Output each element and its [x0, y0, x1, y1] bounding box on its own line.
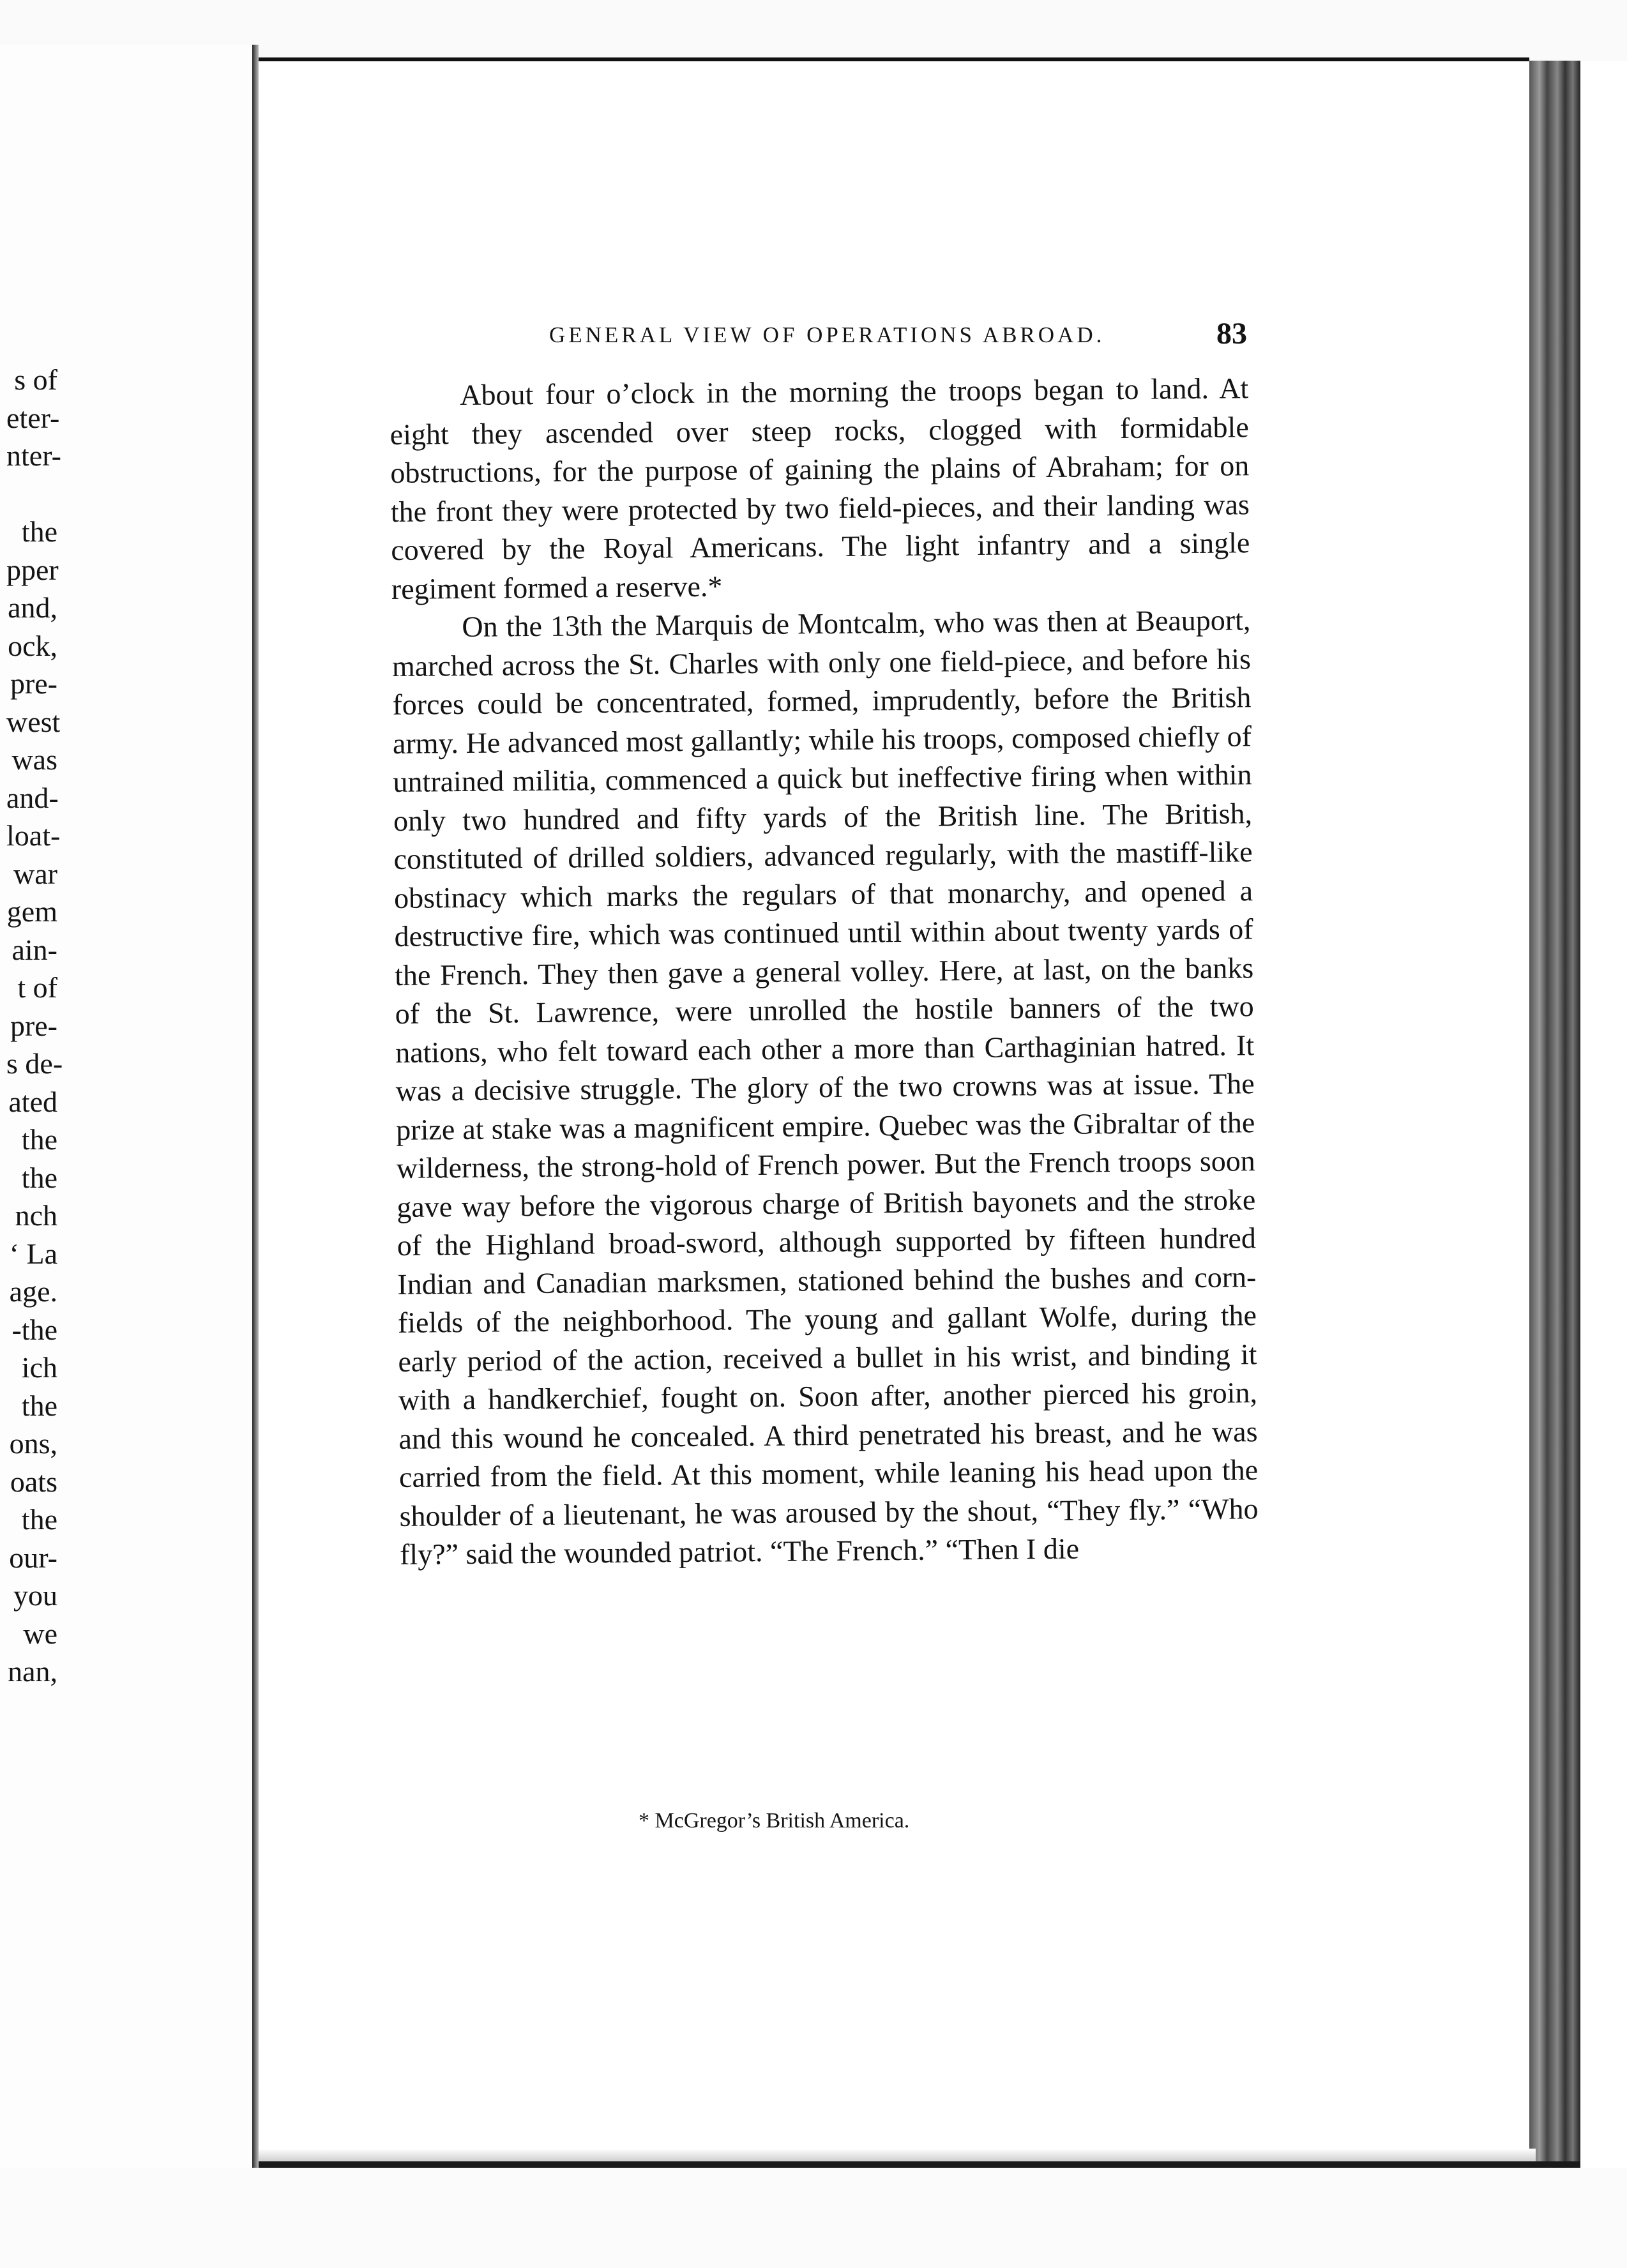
left-page-fragment: s of	[14, 363, 57, 396]
footnote: * McGregor’s British America.	[639, 1809, 910, 1833]
left-page-fragment: eter-	[6, 401, 60, 434]
page-stack-edge	[1529, 61, 1580, 2168]
left-page-fragment: age.	[9, 1275, 57, 1308]
left-page-fragment	[6, 475, 57, 513]
left-page-fragment: the	[21, 1389, 57, 1422]
left-page-fragment: nter-	[6, 439, 61, 472]
left-page-text-fragments	[6, 361, 63, 1691]
left-page-fragment: loat-	[6, 819, 61, 852]
left-page-fragment: oats	[10, 1465, 57, 1498]
left-page-fragment: the	[21, 1161, 57, 1194]
left-page-fragment: the	[21, 1503, 57, 1536]
left-page-fragment: nan,	[8, 1655, 57, 1688]
left-page-fragment: ‘ La	[9, 1237, 57, 1270]
left-page-fragment: ock,	[8, 629, 57, 662]
left-page-fragment: west	[6, 705, 61, 738]
page-number: 83	[1216, 317, 1247, 351]
paragraph-battle: On the 13th the Marquis de Montcalm, who was then at Beauport, marched across the St. Charles with only one field-piece, and before his forces could be concentrated, formed, imprudently, before the British army. He advanced most gallantly; while his troops, composed chiefly of untrained militia, commenced a quick but ineffective firing when within only two hundred and fifty yards of the British line. The British, constituted of drilled soldiers, advanced regularly, with the mastiff-like obstinacy which marks the regulars of that monarchy, and opened a destructive fire, which was continued until within about twenty yards of the French. They then gave a general volley. Here, at last, on the banks of the St. Lawrence, were unrolled the hostile banners of the two nations, who felt toward each other a more than Carthaginian hatred. It was a decisive struggle. The glory of the two crowns was at issue. The prize at stake was a magnificent empire. Quebec was the Gibraltar of the wilderness, the strong-hold of French power. But the French troops soon gave way before the vigorous charge of British bayonets and the stroke of the Highland broad-sword, although supported by fifteen hundred Indian and Canadian marksmen, stationed behind the bushes and corn-fields of the neighborhood. The young and gallant Wolfe, during the early period of the action, received a bullet in his wrist, and binding it with a handkerchief, fought on. Soon after, another pierced his groin, and this wound he concealed. A third penetrated his breast, and he was carried from the field. At this moment, while leaning his head upon the shoulder of a lieutenant, he was aroused by the shout, “They fly.” “Who fly?” said the wounded patriot. “The French.” “Then I die	[391, 603, 1259, 1571]
page-bottom-shadow	[259, 2149, 1536, 2161]
left-page-fragment: you	[13, 1579, 57, 1612]
left-page-fragment: was	[11, 743, 57, 776]
left-page-fragment: ons,	[9, 1427, 57, 1460]
left-page-fragment: the	[21, 1123, 57, 1156]
left-page-fragment: pre-	[10, 667, 57, 700]
left-page-fragment: gem	[6, 895, 57, 928]
left-page-fragment: we	[23, 1617, 57, 1650]
body-text	[390, 369, 1259, 1574]
left-page-fragment: war	[13, 857, 57, 890]
left-page-fragment: our-	[9, 1541, 57, 1574]
paragraph-landing: About four o’clock in the morning the troops began to land. At eight they ascended over steep rocks, clogged with formidable obstructions, for the purpose of gaining the plains of Abraham; for on the front they were protected by two field-pieces, and their landing was covered by the Royal Americans. The light infantry and a single regiment formed a reserve.*	[390, 372, 1250, 605]
left-page-fragment: -the	[11, 1313, 57, 1346]
left-page-fragment: nch	[15, 1199, 57, 1232]
left-page-fragment: pper	[6, 553, 59, 586]
left-page-fragment: s de-	[6, 1047, 63, 1080]
left-page-fragment: the	[21, 515, 57, 548]
left-page-fragment: ain-	[11, 933, 57, 966]
left-page-fragment: pre-	[10, 1009, 57, 1042]
scan-bottom-margin	[0, 2168, 1627, 2268]
left-page-fragment: and-	[6, 781, 59, 814]
left-page-fragment: ich	[21, 1351, 57, 1384]
left-page-fragment: ated	[8, 1085, 57, 1118]
left-page-fragment: t of	[17, 971, 57, 1004]
running-head: GENERAL VIEW OF OPERATIONS ABROAD.	[549, 322, 1105, 347]
left-page-fragment: and,	[8, 591, 57, 624]
book-gutter	[252, 45, 259, 2171]
